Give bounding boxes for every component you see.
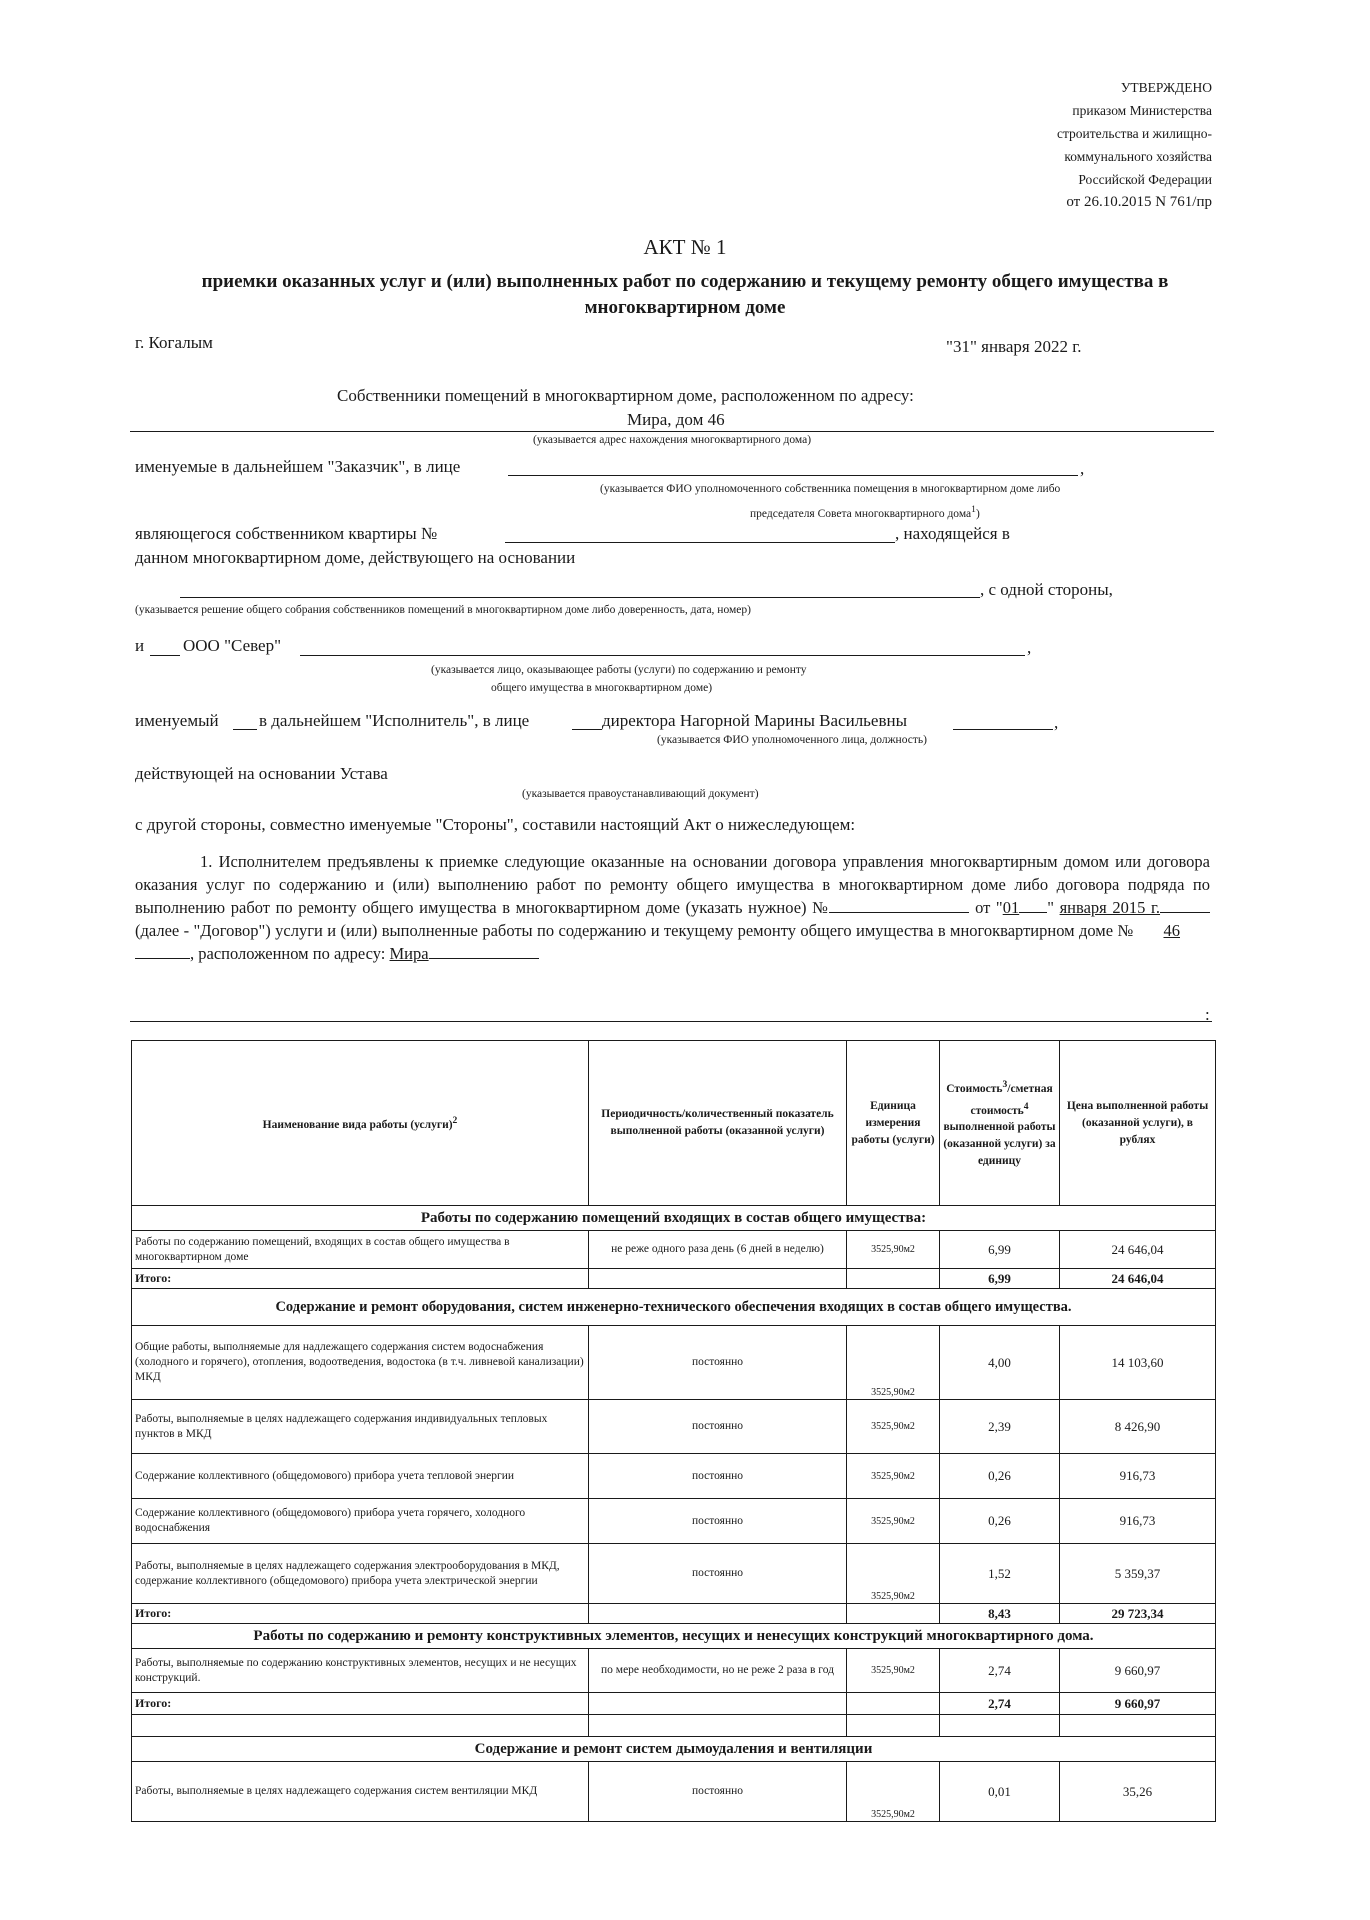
empty-cell [847, 1715, 940, 1737]
cell-cost: 0,01 [940, 1762, 1060, 1822]
address-caption: (указывается адрес нахождения многоквартирного дома) [532, 434, 812, 446]
customer-caption-2: председателя Совета многоквартирного дома$^1$) [750, 504, 980, 520]
approval-block [852, 76, 1212, 214]
underscore-line [233, 729, 257, 730]
section-title: Содержание и ремонт оборудования, систем инженерно-технического обеспечения входящих в состав общего имущества. [132, 1289, 1216, 1326]
customer-caption-text: председателя Совета многоквартирного дома [750, 507, 972, 520]
cell-name: Работы, выполняемые в целях надлежащего содержания систем вентиляции МКД [132, 1762, 589, 1822]
empty-cell [847, 1269, 940, 1289]
blank [1019, 898, 1047, 913]
apartment-line [505, 542, 895, 543]
other-side-text: с другой стороны, совместно именуемые "Стороны", составили настоящий Акт о нижеследующем: [135, 815, 856, 834]
total-row [132, 1269, 1216, 1289]
acting-caption: (указывается правоустанавливающий документ) [522, 788, 759, 800]
table-row [132, 1649, 1216, 1693]
blank [135, 944, 190, 959]
cell-unit: 3525,90м2 [847, 1649, 940, 1693]
located-text: , находящейся в [895, 524, 1010, 543]
table-row [132, 1544, 1216, 1604]
house-number: 46 [1163, 921, 1180, 940]
cell-unit: 3525,90м2 [847, 1499, 940, 1544]
paragraph-text: от " [975, 898, 1003, 917]
empty-cell [589, 1269, 847, 1289]
paragraph-1 [135, 850, 1210, 965]
table-row [132, 1454, 1216, 1499]
underscore-line [150, 655, 180, 656]
cell-price: 24 646,04 [1060, 1231, 1216, 1269]
approval-line: приказом Министерства [1072, 103, 1212, 118]
cell-price: 9 660,97 [1060, 1649, 1216, 1693]
cell-price: 14 103,60 [1060, 1326, 1216, 1400]
blank [429, 944, 539, 959]
address-line [130, 431, 1214, 432]
approval-line: от 26.10.2015 N 761/пр [1066, 194, 1212, 210]
owner-apartment-text: являющегося собственником квартиры № [135, 524, 438, 543]
table-row [132, 1400, 1216, 1454]
cell-cost: 1,52 [940, 1544, 1060, 1604]
header-cost [940, 1041, 1060, 1206]
paragraph-text: " [1047, 898, 1054, 917]
header-cost-text: /сметная стоимость [970, 1082, 1053, 1117]
cell-cost: 2,39 [940, 1400, 1060, 1454]
approval-line: строительства и жилищно- [1057, 126, 1212, 141]
customer-caption: (указывается ФИО уполномоченного собственника помещения в многоквартирном доме либо [600, 483, 1061, 495]
header-price: Цена выполненной работы (оказанной услуги), в рублях [1060, 1041, 1216, 1206]
address-full-line [130, 1021, 1212, 1022]
act-title: АКТ № 1 [643, 235, 727, 259]
empty-cell [1060, 1715, 1216, 1737]
paragraph-text: , расположенном по адресу: [190, 944, 386, 963]
cell-price: 35,26 [1060, 1762, 1216, 1822]
footnote-sup: 3 [1002, 1078, 1008, 1090]
cell-period: постоянно [589, 1326, 847, 1400]
executor-caption: (указывается ФИО уполномоченного лица, должность) [657, 734, 927, 746]
total-price: 24 646,04 [1060, 1269, 1216, 1289]
footnote-sup: 4 [1023, 1100, 1029, 1112]
empty-cell [589, 1715, 847, 1737]
table-header-row [132, 1041, 1216, 1206]
cell-name: Содержание коллективного (общедомового) прибора учета горячего, холодного водоснабжения [132, 1499, 589, 1544]
footnote-sup: 1 [971, 504, 976, 515]
cell-period: постоянно [589, 1544, 847, 1604]
section-title: Работы по содержанию помещений входящих в состав общего имущества: [132, 1206, 1216, 1231]
cell-period: по мере необходимости, но не реже 2 раза в год [589, 1649, 847, 1693]
total-label: Итого: [132, 1693, 589, 1715]
cell-period: постоянно [589, 1499, 847, 1544]
act-subtitle: приемки оказанных услуг и (или) выполненных работ по содержанию и текущему ремонту общего имущества в многоквартирном доме [201, 271, 1169, 318]
cell-unit: 3525,90м2 [847, 1231, 940, 1269]
blank [1160, 898, 1210, 913]
total-cost: 8,43 [940, 1604, 1060, 1624]
paragraph-text: 1. Исполнителем предъявлены к приемке следующие оказанные на основании договора управления многоквартирным домом или договора оказания услуг по содержанию и (или) выполнению работ по ремонту общего имущества в многоквартирном доме либо договора подряда по выполнению работ по ремонту общего имущества в многоквартирном доме (указать нужное) № [135, 852, 1210, 917]
cell-cost: 0,26 [940, 1454, 1060, 1499]
customer-line [508, 475, 1078, 476]
cell-name: Работы, выполняемые в целях надлежащего содержания индивидуальных тепловых пунктов в МКД [132, 1400, 589, 1454]
total-row [132, 1693, 1216, 1715]
cell-unit: 3525,90м2 [847, 1454, 940, 1499]
total-label: Итого: [132, 1269, 589, 1289]
executor-text-1: именуемый [135, 711, 219, 730]
table-row [132, 1326, 1216, 1400]
cell-cost: 6,99 [940, 1231, 1060, 1269]
cell-price: 916,73 [1060, 1499, 1216, 1544]
contractor-caption-2: общего имущества в многоквартирном доме) [491, 682, 713, 694]
table-row [132, 1231, 1216, 1269]
cell-price: 5 359,37 [1060, 1544, 1216, 1604]
approval-line: коммунального хозяйства [1064, 149, 1212, 164]
section-title: Содержание и ремонт систем дымоудаления и вентиляции [132, 1737, 1216, 1762]
basis-line [180, 597, 980, 598]
total-cost: 6,99 [940, 1269, 1060, 1289]
cell-period: не реже одного раза день (6 дней в неделю) [589, 1231, 847, 1269]
empty-cell [132, 1715, 589, 1737]
street-name: Мира [389, 944, 429, 963]
cell-unit: 3525,90м2 [847, 1400, 940, 1454]
section-row [132, 1737, 1216, 1762]
section-row [132, 1624, 1216, 1649]
footnote-sup: 2 [452, 1115, 458, 1127]
cell-unit: 3525,90м2 [847, 1762, 940, 1822]
header-cost-text: выполненной работы (оказанной услуги) за единицу [943, 1121, 1056, 1168]
cell-period: постоянно [589, 1400, 847, 1454]
section-title: Работы по содержанию и ремонту конструктивных элементов, несущих и ненесущих конструкций многоквартирного дома. [132, 1624, 1216, 1649]
owners-text: Собственники помещений в многоквартирном доме, расположенном по адресу: [337, 386, 914, 405]
header-cost-text: Стоимость [946, 1082, 1003, 1095]
cell-unit: 3525,90м2 [847, 1544, 940, 1604]
cell-cost: 2,74 [940, 1649, 1060, 1693]
empty-cell [847, 1604, 940, 1624]
empty-cell [847, 1693, 940, 1715]
total-price: 9 660,97 [1060, 1693, 1216, 1715]
header-unit: Единица измерения работы (услуги) [847, 1041, 940, 1206]
works-table [131, 1040, 1216, 1822]
contract-day: 01 [1002, 898, 1020, 917]
executor-person: директора Нагорной Марины Васильевны [602, 711, 908, 730]
cell-cost: 4,00 [940, 1326, 1060, 1400]
header-name [132, 1041, 589, 1206]
empty-cell [589, 1604, 847, 1624]
underscore-line [953, 729, 1053, 730]
one-side-text: , с одной стороны, [980, 580, 1113, 599]
section-row [132, 1206, 1216, 1231]
total-label: Итого: [132, 1604, 589, 1624]
cell-name: Работы, выполняемые по содержанию конструктивных элементов, несущих и не несущих конструкций. [132, 1649, 589, 1693]
contract-number-blank [829, 898, 969, 913]
header-period: Периодичность/количественный показатель выполненной работы (оказанной услуги) [589, 1041, 847, 1206]
cell-name: Содержание коллективного (общедомового) прибора учета тепловой энергии [132, 1454, 589, 1499]
cell-price: 8 426,90 [1060, 1400, 1216, 1454]
table-row [132, 1499, 1216, 1544]
underscore-line [572, 729, 602, 730]
cell-unit: 3525,90м2 [847, 1326, 940, 1400]
executor-text-2: в дальнейшем "Исполнитель", в лице [259, 711, 530, 730]
cell-period: постоянно [589, 1762, 847, 1822]
contractor-name: ООО "Север" [183, 636, 282, 655]
total-price: 29 723,34 [1060, 1604, 1216, 1624]
contract-month: января 2015 г. [1059, 898, 1161, 917]
empty-row [132, 1715, 1216, 1737]
table-row [132, 1762, 1216, 1822]
total-cost: 2,74 [940, 1693, 1060, 1715]
header-name-text: Наименование вида работы (услуги) [262, 1118, 453, 1131]
cell-name: Работы по содержанию помещений, входящих в состав общего имущества в многоквартирном доме [132, 1231, 589, 1269]
customer-text: именуемые в дальнейшем "Заказчик", в лице [135, 457, 461, 476]
total-row [132, 1604, 1216, 1624]
and-text: и [135, 636, 145, 655]
basis-caption: (указывается решение общего собрания собственников помещений в многоквартирном доме либо доверенность, дата, номер) [135, 604, 751, 616]
cell-name: Работы, выполняемые в целях надлежащего содержания электрооборудования в МКД, содержание коллективного (общедомового) прибора учета электрической энергии [132, 1544, 589, 1604]
basis-text: данном многоквартирном доме, действующего на основании [135, 548, 576, 567]
acting-text: действующей на основании Устава [135, 764, 388, 783]
city: г. Когалым [135, 333, 213, 352]
paragraph-text: (далее - "Договор") услуги и (или) выполненные работы по содержанию и текущему ремонту общего имущества в многоквартирном доме № [135, 921, 1134, 940]
empty-cell [940, 1715, 1060, 1737]
act-date: "31" января 2022 г. [946, 337, 1082, 356]
empty-cell [589, 1693, 847, 1715]
section-row [132, 1289, 1216, 1326]
cell-cost: 0,26 [940, 1499, 1060, 1544]
cell-name: Общие работы, выполняемые для надлежащего содержания систем водоснабжения (холодного и горячего), отопления, водоотведения, водостока (в т.ч. ливневой канализации) МКД [132, 1326, 589, 1400]
cell-price: 916,73 [1060, 1454, 1216, 1499]
cell-period: постоянно [589, 1454, 847, 1499]
contractor-caption: (указывается лицо, оказывающее работы (услуги) по содержанию и ремонту [431, 664, 807, 676]
contractor-line [300, 655, 1025, 656]
address-value: Мира, дом 46 [627, 410, 725, 429]
approval-line: Российской Федерации [1078, 172, 1212, 187]
approval-line: УТВЕРЖДЕНО [1120, 80, 1212, 95]
